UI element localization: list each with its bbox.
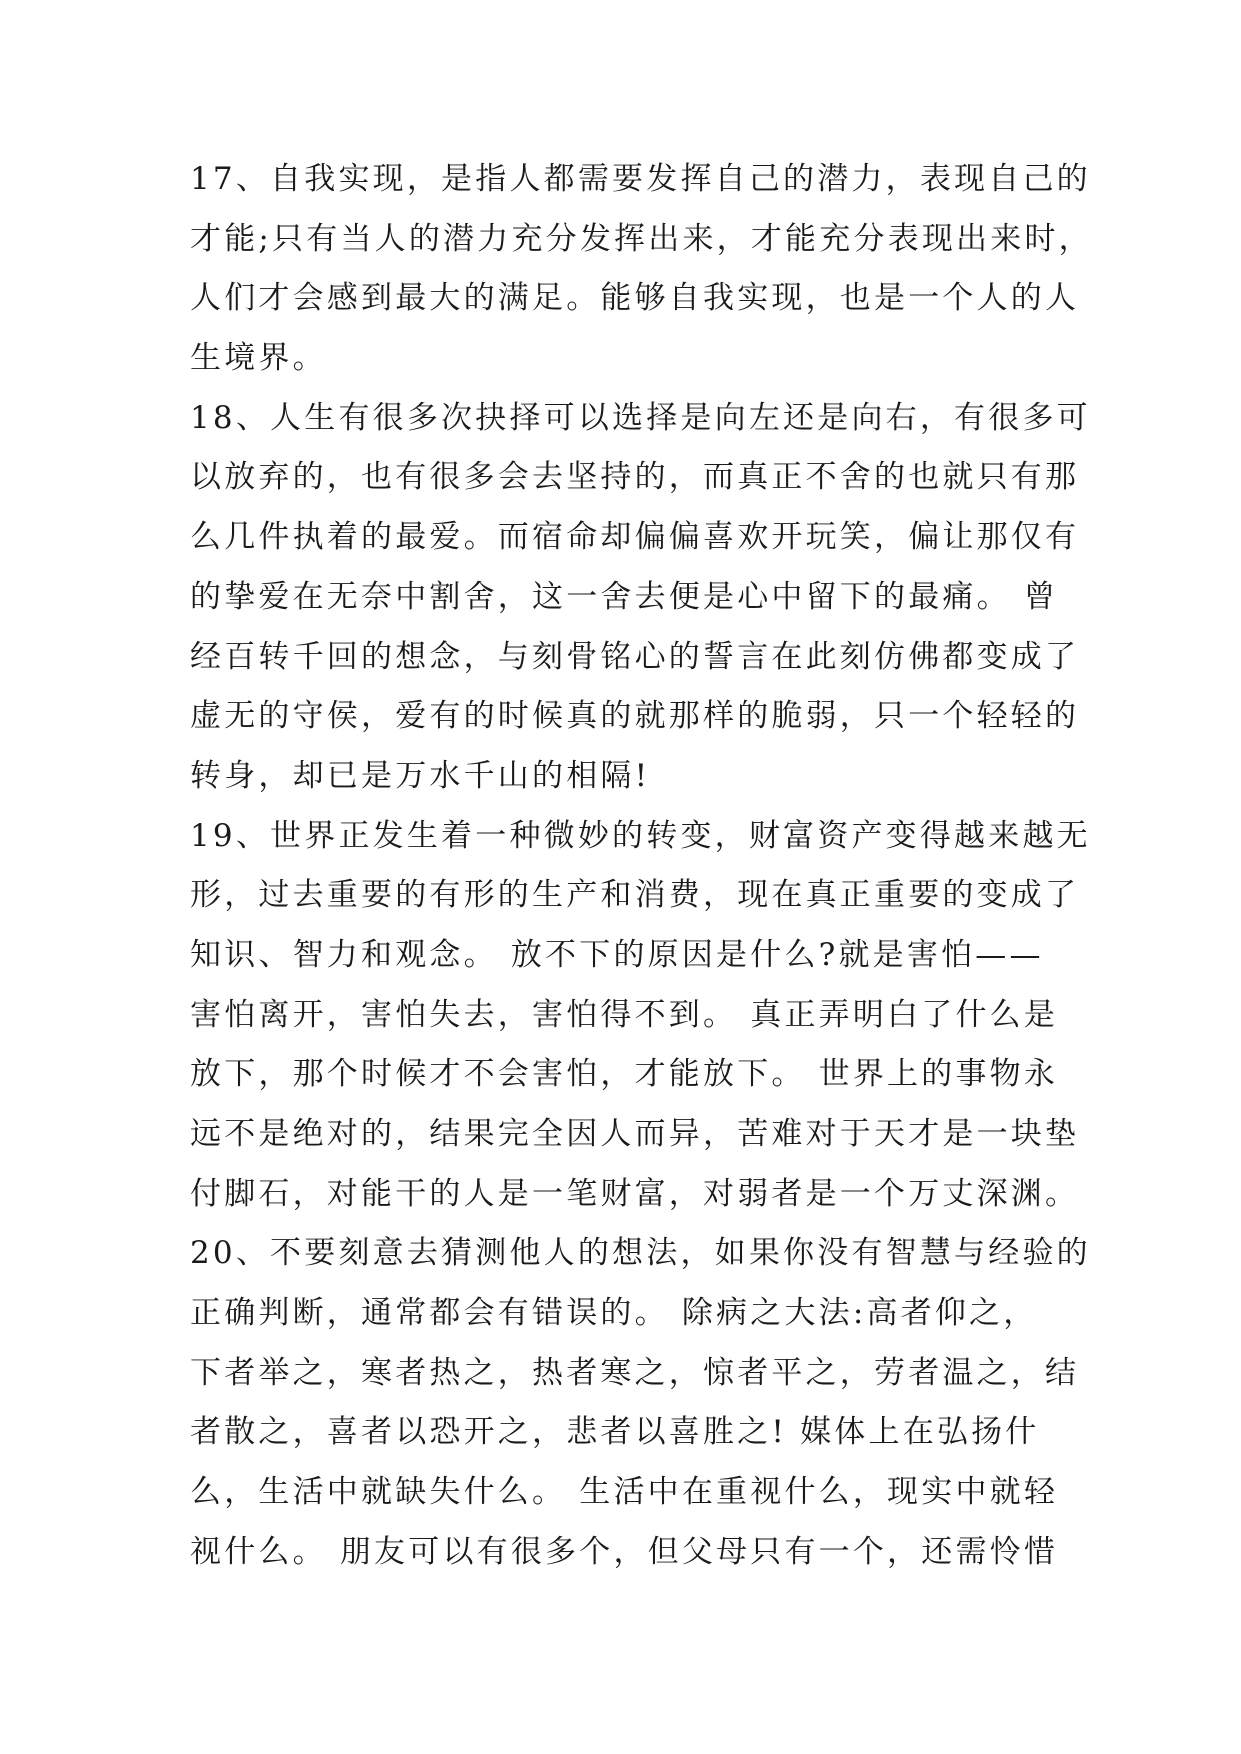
body-text xyxy=(190,150,1093,1583)
text-line: 视什么。 朋友可以有很多个，但父母只有一个，还需怜惜 xyxy=(190,1533,1059,1570)
text-line: 20、不要刻意去猜测他人的想法，如果你没有智慧与经验的 xyxy=(190,1235,1091,1272)
text-line: 的挚爱在无奈中割舍，这一舍去便是心中留下的最痛。 曾 xyxy=(190,578,1059,615)
text-line: 放下，那个时候才不会害怕，才能放下。 世界上的事物永 xyxy=(190,1056,1059,1093)
text-line: 者散之，喜者以恐开之，悲者以喜胜之! 媒体上在弘扬什 xyxy=(190,1414,1040,1451)
text-line: 18、人生有很多次抉择可以选择是向左还是向右，有很多可 xyxy=(190,399,1091,436)
text-line: 经百转千回的想念，与刻骨铭心的誓言在此刻仿佛都变成了 xyxy=(190,638,1080,675)
text-line: 正确判断，通常都会有错误的。 除病之大法:高者仰之， xyxy=(190,1295,1038,1332)
text-line: 以放弃的，也有很多会去坚持的，而真正不舍的也就只有那 xyxy=(190,459,1080,496)
text-line: 形，过去重要的有形的生产和消费，现在真正重要的变成了 xyxy=(190,877,1080,914)
text-line: 生境界。 xyxy=(190,340,327,377)
text-line: 么几件执着的最爱。而宿命却偏偏喜欢开玩笑，偏让那仅有 xyxy=(190,519,1080,556)
text-line: 下者举之，寒者热之，热者寒之，惊者平之，劳者温之，结 xyxy=(190,1354,1080,1391)
text-line: 转身，却已是万水千山的相隔! xyxy=(190,757,651,794)
text-line: 人们才会感到最大的满足。能够自我实现，也是一个人的人 xyxy=(190,280,1080,317)
text-line: 害怕离开，害怕失去，害怕得不到。 真正弄明白了什么是 xyxy=(190,996,1059,1033)
text-line: 远不是绝对的，结果完全因人而异，苦难对于天才是一块垫 xyxy=(190,1116,1080,1152)
text-line: 付脚石，对能干的人是一笔财富，对弱者是一个万丈深渊。 xyxy=(190,1175,1080,1212)
text-line: 19、世界正发生着一种微妙的转变，财富资产变得越来越无 xyxy=(190,817,1091,854)
text-line: 虚无的守侯，爱有的时候真的就那样的脆弱，只一个轻轻的 xyxy=(190,698,1080,735)
text-line: 17、自我实现，是指人都需要发挥自己的潜力，表现自己的 xyxy=(190,161,1091,197)
text-line: 么，生活中就缺失什么。 生活中在重视什么，现实中就轻 xyxy=(190,1474,1059,1511)
text-line: 才能;只有当人的潜力充分发挥出来，才能充分表现出来时， xyxy=(190,220,1093,257)
text-line: 知识、智力和观念。 放不下的原因是什么?就是害怕—— xyxy=(190,936,1044,973)
